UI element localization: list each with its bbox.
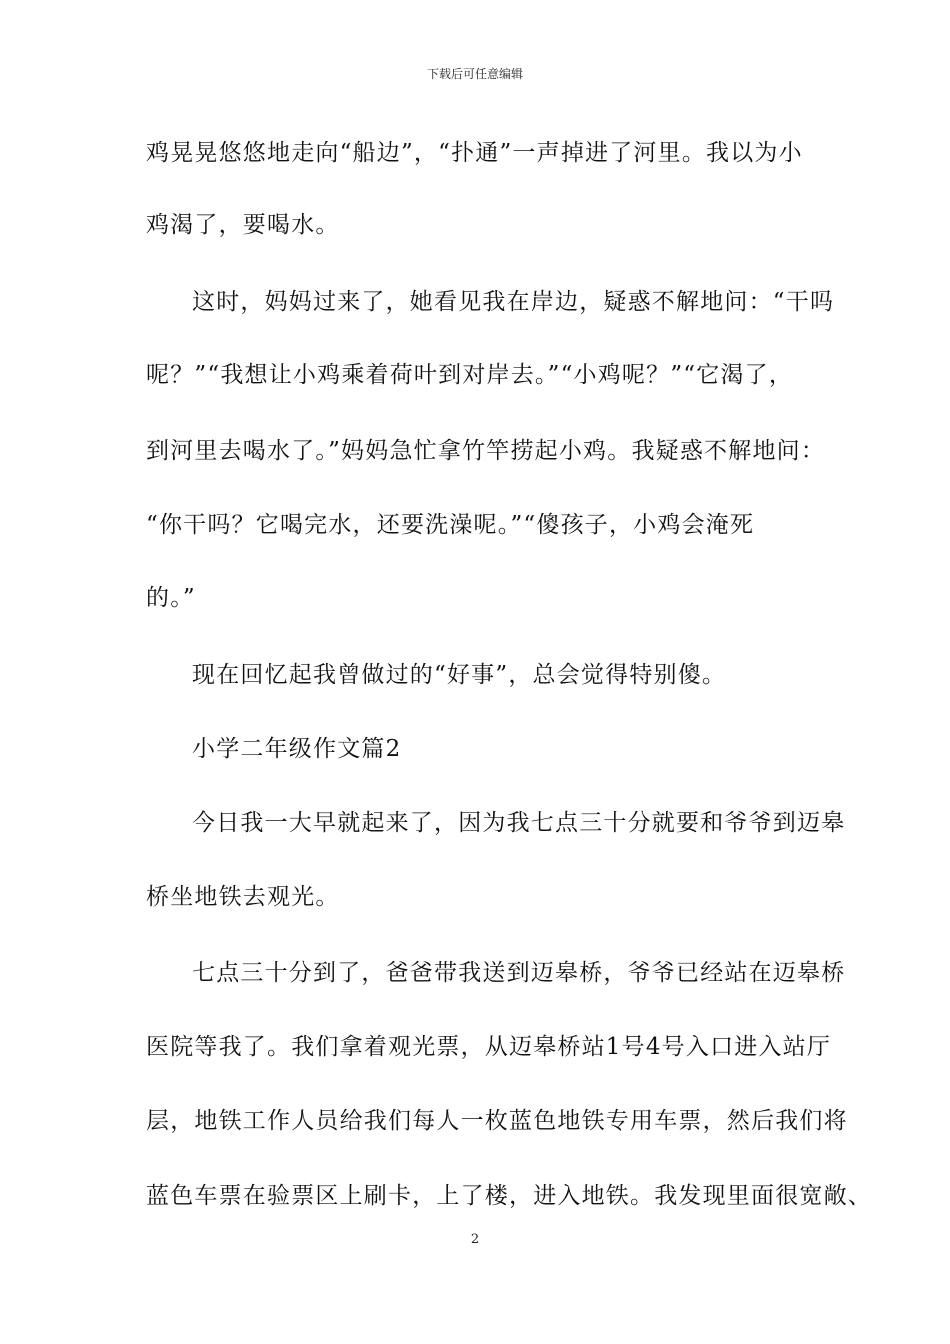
body-line: 桥坐地铁去观光。: [146, 884, 340, 910]
body-line: 鸡渴了，要喝水。: [146, 212, 340, 238]
section-heading: 小学二年级作文篇2: [192, 736, 402, 762]
body-line: 鸡晃晃悠悠地走向“船边”，“扑通”一声掉进了河里。我以为小: [146, 140, 803, 166]
paragraph-start-line: 这时，妈妈过来了，她看见我在岸边，疑惑不解地问：“干吗: [192, 289, 835, 315]
paragraph-start-line: 现在回忆起我曾做过的“好事”，总会觉得特别傻。: [192, 662, 727, 688]
body-line: “你干吗？它喝完水，还要洗澡呢。”“傻孩子，小鸡会淹死: [146, 512, 755, 538]
paragraph-start-line: 今日我一大早就起来了，因为我七点三十分就要和爷爷到迈皋: [192, 810, 846, 836]
paragraph-start-line: 七点三十分到了，爸爸带我送到迈皋桥，爷爷已经站在迈皋桥: [192, 960, 846, 986]
body-line: 的。”: [146, 585, 196, 611]
page-header: 下载后可任意编辑: [426, 67, 523, 81]
page-number: 2: [470, 1232, 480, 1247]
body-line: 呢？”“我想让小鸡乘着荷叶到对岸去。”“小鸡呢？”“它渴了，: [146, 362, 794, 388]
body-line: 到河里去喝水了。”妈妈急忙拿竹竿捞起小鸡。我疑惑不解地问：: [146, 438, 826, 464]
body-line: 蓝色车票在验票区上刷卡，上了楼，进入地铁。我发现里面很宽敞、: [146, 1183, 872, 1209]
body-line: 医院等我了。我们拿着观光票，从迈皋桥站1号4号入口进入站厅: [146, 1034, 832, 1060]
body-line: 层，地铁工作人员给我们每人一枚蓝色地铁专用车票，然后我们将: [146, 1108, 848, 1134]
